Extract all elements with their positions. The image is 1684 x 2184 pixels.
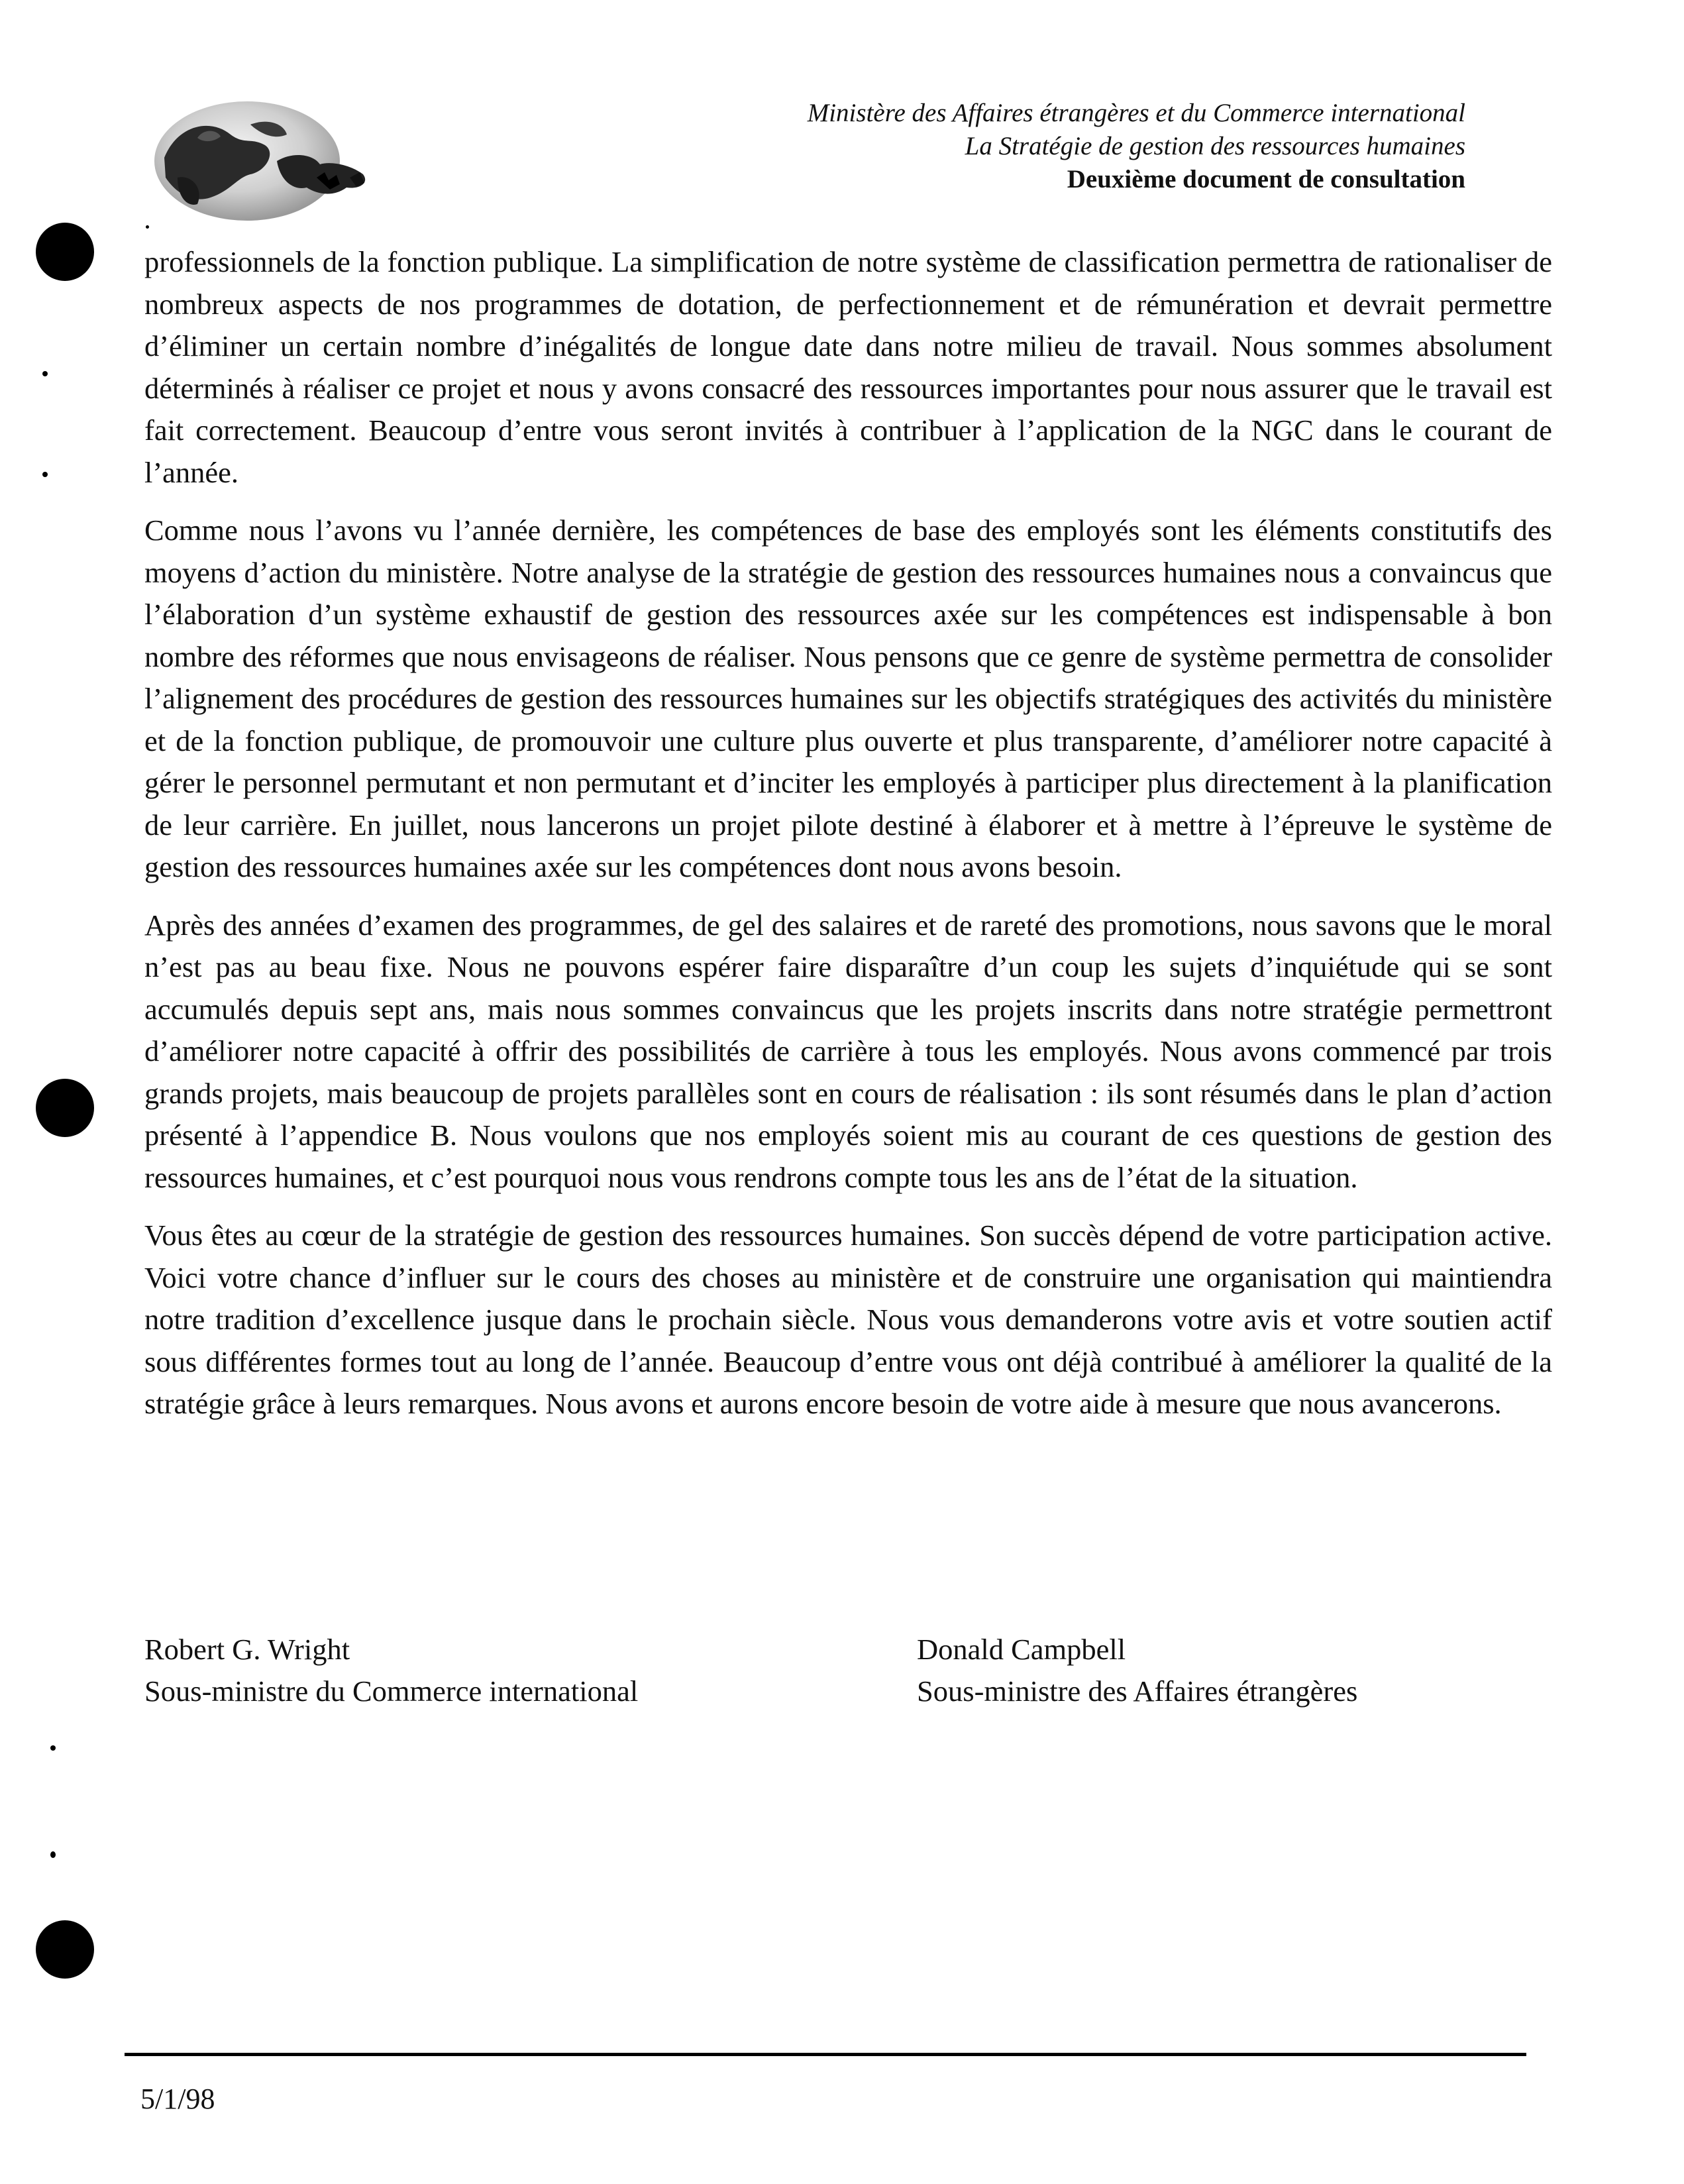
scan-speck: [50, 1745, 56, 1751]
header-strategy: La Stratégie de gestion des ressources humaines: [965, 132, 1465, 160]
signature-block-right: [917, 1629, 1357, 1712]
punch-hole-top: [36, 223, 94, 281]
signatory-name: Donald Campbell: [917, 1633, 1126, 1666]
signatory-title: Sous-ministre du Commerce international: [144, 1674, 639, 1708]
letter-body: [144, 241, 1552, 1441]
paragraph: Vous êtes au cœur de la stratégie de gestion des ressources humaines. Son succès dépend de votre participation active. Voici votre chance d’influer sur le cours des choses au ministère et de construire une organisation qui maintiendra notre tradition d’excellence jusque dans le prochain siècle. Nous vous demanderons votre avis et votre soutien actif sous différentes formes tout au long de l’année. Beaucoup d’entre vous ont déjà contribué à améliorer la qualité de la stratégie grâce à leurs remarques. Nous avons et aurons encore besoin de votre aide à mesure que nous avancerons.: [144, 1219, 1552, 1420]
scan-speck: [42, 371, 48, 376]
punch-hole-middle: [36, 1079, 94, 1137]
scan-speck: [42, 472, 48, 477]
paragraph: Après des années d’examen des programmes, de gel des salaires et de rareté des promotions, nous savons que le moral n’est pas au beau fixe. Nous ne pouvons espérer faire disparaître d’un coup les sujets d’inquiétude qui se sont accumulés depuis sept ans, mais nous sommes convaincus que les projets inscrits dans notre stratégie permettront d’améliorer notre capacité à offrir des possibilités de carrière à tous les employés. Nous avons commencé par trois grands projets, mais beaucoup de projets parallèles sont en cours de réalisation : ils sont résumés dans le plan d’action présenté à l’appendice B. Nous voulons que nos employés soient mis au courant de ces questions de gestion des ressources humaines, et c’est pourquoi nous vous rendrons compte tous les ans de l’état de la situation.: [144, 908, 1552, 1194]
header-ministry: Ministère des Affaires étrangères et du Commerce international: [807, 99, 1465, 127]
signatory-title: Sous-ministre des Affaires étrangères: [917, 1674, 1358, 1708]
footer-date: 5/1/98: [140, 2083, 215, 2115]
globe-map-logo: [151, 98, 403, 231]
scan-speck: [50, 1851, 56, 1858]
scan-speck: [146, 225, 149, 229]
paragraph: Comme nous l’avons vu l’année dernière, les compétences de base des employés sont les éléments constitutifs des moyens d’action du ministère. Notre analyse de la stratégie de gestion des ressources humaines nous a convaincus que l’élaboration d’un système exhaustif de gestion des ressources axée sur les compétences est indispensable à bon nombre des réformes que nous envisageons de réaliser. Nous pensons que ce genre de système permettra de consolider l’alignement des procédures de gestion des ressources humaines sur les objectifs stratégiques des activités du ministère et de la fonction publique, de promouvoir une culture plus ouverte et plus transparente, d’améliorer notre capacité à gérer le personnel permutant et non permutant et d’inciter les employés à participer plus directement à la planification de leur carrière. En juillet, nous lancerons un projet pilote destiné à élaborer et à mettre à l’épreuve le système de gestion des ressources humaines axée sur les compétences dont nous avons besoin.: [144, 514, 1552, 883]
document-header: [538, 97, 1465, 196]
signature-block-left: [144, 1629, 638, 1712]
punch-hole-bottom: [36, 1920, 94, 1979]
paragraph: professionnels de la fonction publique. La simplification de notre système de classification permettra de rationaliser de nombreux aspects de nos programmes de dotation, de perfectionnement et de rémunération et devrait permettre d’éliminer un certain nombre d’inégalités de longue date dans notre milieu de travail. Nous sommes absolument déterminés à réaliser ce projet et nous y avons consacré des ressources importantes pour nous assurer que le travail est fait correctement. Beaucoup d’entre vous seront invités à contribuer à l’application de la NGC dans le courant de l’année.: [144, 245, 1552, 489]
footer-divider: [125, 2053, 1526, 2056]
header-document-title: Deuxième document de consultation: [1067, 165, 1465, 193]
signatory-name: Robert G. Wright: [144, 1633, 350, 1666]
